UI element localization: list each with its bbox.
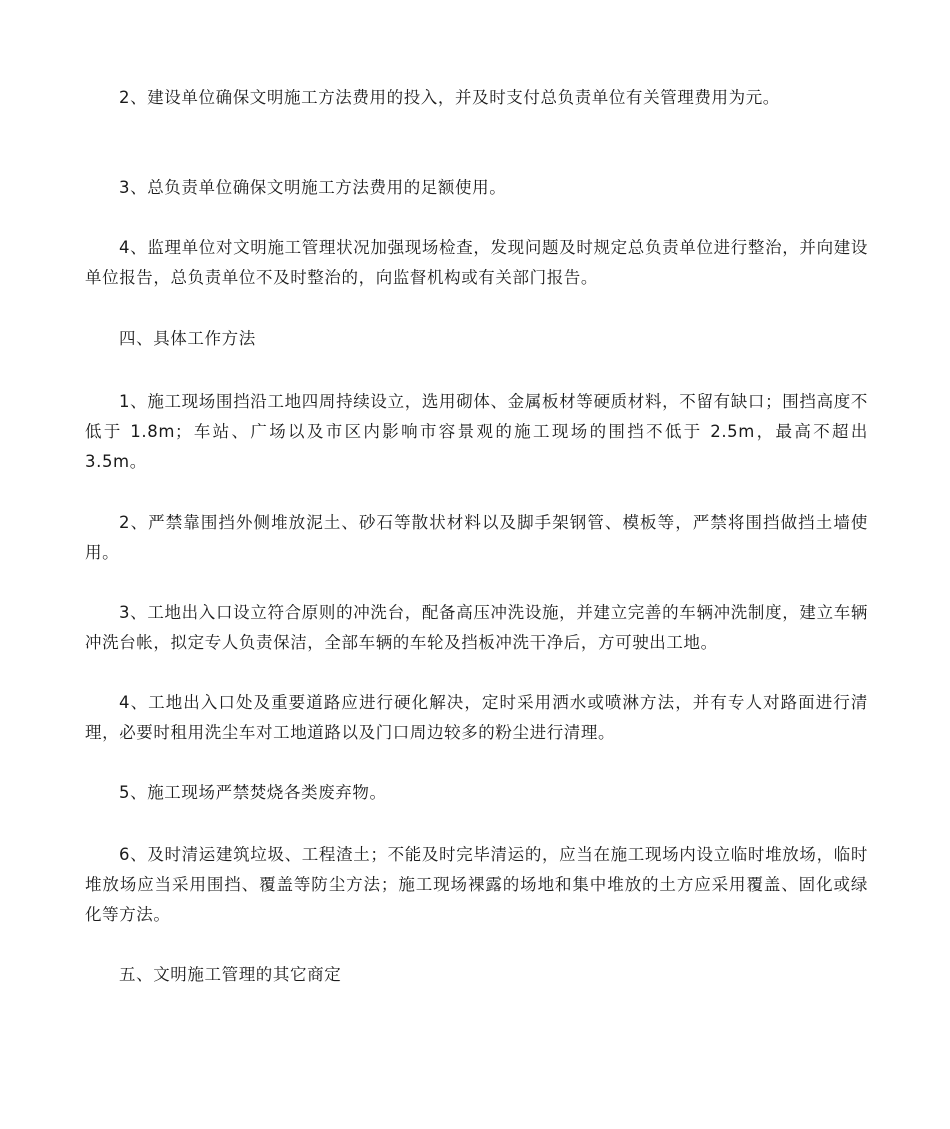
paragraph-supervision-check: 4、监理单位对文明施工管理状况加强现场检查，发现问题及时规定总负责单位进行整治，并向建设单位报告，总负责单位不及时整治的，向监督机构或有关部门报告。 <box>85 238 868 287</box>
paragraph-waste-removal: 6、及时清运建筑垃圾、工程渣土；不能及时完毕清运的，应当在施工现场内设立临时堆放场，临时堆放场应当采用围挡、覆盖等防尘方法；施工现场裸露的场地和集中堆放的土方应采用覆盖、固化或绿化等方法。 <box>85 845 868 924</box>
paragraph-enclosure: 1、施工现场围挡沿工地四周持续设立，选用砌体、金属板材等硬质材料，不留有缺口；围挡高度不低于 1.8m；车站、广场以及市区内影响市容景观的施工现场的围挡不低于 2.5m，最高不超出 3.5m。 <box>85 392 868 471</box>
paragraph-washing-station: 3、工地出入口设立符合原则的冲洗台，配备高压冲洗设施，并建立完善的车辆冲洗制度，建立车辆冲洗台帐，拟定专人负责保洁，全部车辆的车轮及挡板冲洗干净后，方可驶出工地。 <box>85 603 868 652</box>
paragraph-road-hardening: 4、工地出入口处及重要道路应进行硬化解决，定时采用洒水或喷淋方法，并有专人对路面进行清理，必要时租用洗尘车对工地道路以及门口周边较多的粉尘进行清理。 <box>85 693 868 742</box>
section-heading-5: 五、文明施工管理的其它商定 <box>119 965 342 984</box>
paragraph-fee-usage: 3、总负责单位确保文明施工方法费用的足额使用。 <box>119 178 507 197</box>
paragraph-enclosure-prohibition: 2、严禁靠围挡外侧堆放泥土、砂石等散状材料以及脚手架钢管、模板等，严禁将围挡做挡土墙使用。 <box>85 513 868 562</box>
section-heading-4: 四、具体工作方法 <box>119 329 256 348</box>
paragraph-fee-investment: 2、建设单位确保文明施工方法费用的投入，并及时支付总负责单位有关管理费用为元。 <box>119 88 780 107</box>
paragraph-no-burning: 5、施工现场严禁焚烧各类废弃物。 <box>119 783 387 802</box>
